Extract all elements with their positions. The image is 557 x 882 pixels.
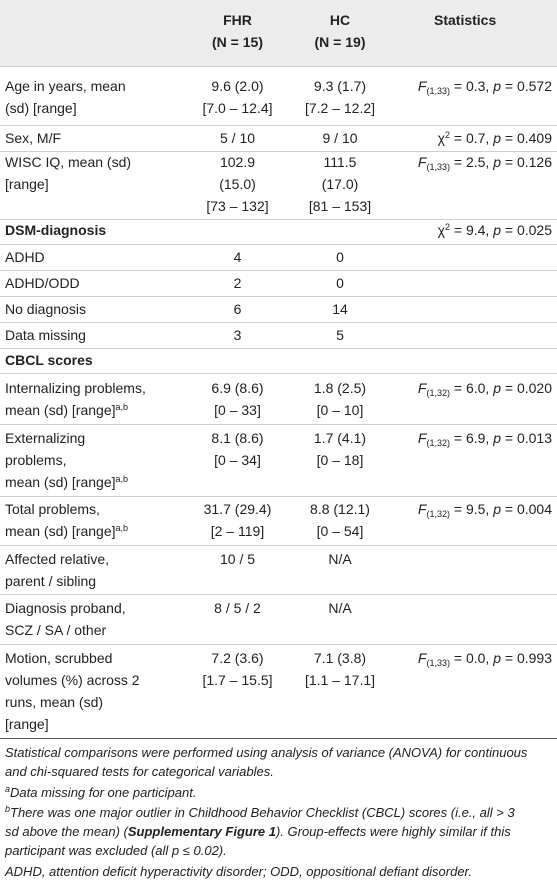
row-internalizing-label-2: mean (sd) [range]$^{a,b}$: [5, 402, 129, 418]
row-adhd-label: ADHD: [5, 249, 45, 265]
row-motion-label-3: runs, mean (sd): [5, 694, 104, 710]
row-age-label: Age in years, mean: [5, 78, 126, 94]
row-total-problems-label-2: mean (sd) [range]$^{a,b}$: [5, 523, 129, 539]
row-adhd-odd-fhr: 2: [233, 275, 242, 291]
row-wisc-hc-sd: (17.0): [321, 176, 359, 192]
row-motion-stat: $F_{(1,33)} = 0.0$, p = 0.993: [417, 650, 552, 668]
row-externalizing-fhr: 8.1 (8.6): [211, 430, 264, 446]
row-wisc-label: WISC IQ, mean (sd): [5, 154, 132, 170]
section-dsm-diagnosis: DSM-diagnosis: [5, 222, 107, 238]
row-externalizing-label-3: mean (sd) [range]$^{a,b}$: [5, 474, 129, 490]
row-wisc-stat: $F_{(1,33)} = 2.5$, p = 0.126: [417, 154, 552, 172]
row-motion-fhr-range: [1.7 – 15.5]: [202, 672, 273, 688]
row-internalizing-hc: 1.8 (2.5): [313, 380, 367, 396]
row-adhd-hc: 0: [336, 249, 344, 265]
row-sex-stat: $\chi^2 = 0.7$, p = 0.409: [437, 130, 552, 146]
row-internalizing-stat: $F_{(1,32)} = 6.0$, p = 0.020: [417, 380, 552, 398]
supplementary-figure-link[interactable]: Supplementary Figure 1: [127, 824, 276, 839]
row-adhd-odd-hc: 0: [336, 275, 344, 291]
header-fhr-n: (N = 15): [212, 34, 263, 50]
section-cbcl-scores: CBCL scores: [5, 352, 93, 368]
row-wisc-hc: 111.5: [323, 154, 357, 170]
footnote-methods: Statistical comparisons were performed using analysis of variance (ANOVA) for continuous and chi-squared tests for categorical variables.: [5, 745, 528, 779]
row-adhd-odd-label: ADHD/ODD: [5, 275, 80, 291]
footnote-b: $^b$There was one major outlier in Childhood Behavior Checklist (CBCL) scores (i.e., all > 3 sd above the mean) (Supplementary Figure 1). Group-effects were highly similar if this participant was excluded (all p ≤ 0.02).: [5, 804, 515, 858]
row-wisc-hc-range: [81 – 153]: [308, 198, 372, 214]
row-sex-fhr: 5 / 10: [219, 130, 256, 146]
header-statistics: Statistics: [434, 12, 497, 28]
header-hc: HC: [329, 12, 351, 28]
row-total-problems-stat: $F_{(1,32)} = 9.5$, p = 0.004: [417, 501, 552, 519]
row-no-diagnosis-fhr: 6: [233, 301, 242, 317]
row-affected-relative-label-2: parent / sibling: [5, 573, 97, 589]
row-externalizing-label: Externalizing: [5, 430, 86, 446]
row-externalizing-stat: $F_{(1,32)} = 6.9$, p = 0.013: [417, 430, 552, 448]
row-total-problems-fhr: 31.7 (29.4): [203, 501, 272, 517]
row-motion-label-2: volumes (%) across 2: [5, 672, 140, 688]
row-no-diagnosis-hc: 14: [332, 301, 348, 317]
header-hc-n: (N = 19): [314, 34, 366, 50]
row-data-missing-label: Data missing: [5, 327, 86, 343]
row-externalizing-fhr-range: [0 – 34]: [214, 452, 261, 468]
row-motion-hc: 7.1 (3.8): [313, 650, 367, 666]
row-age-fhr-range: [7.0 – 12.4]: [202, 100, 273, 116]
row-externalizing-hc-range: [0 – 18]: [316, 452, 364, 468]
row-motion-label-4: [range]: [5, 716, 49, 732]
row-wisc-fhr: 102.9: [219, 154, 256, 170]
header-fhr: FHR: [223, 12, 252, 28]
row-wisc-label-2: [range]: [5, 176, 49, 192]
row-externalizing-label-2: problems,: [5, 452, 67, 468]
row-data-missing-fhr: 3: [233, 327, 242, 343]
row-age-hc-range: [7.2 – 12.2]: [304, 100, 376, 116]
row-diagnosis-proband-label-2: SCZ / SA / other: [5, 622, 107, 638]
row-affected-relative-label: Affected relative,: [5, 551, 110, 567]
row-total-problems-hc-range: [0 – 54]: [316, 523, 364, 539]
row-motion-label: Motion, scrubbed: [5, 650, 113, 666]
row-motion-hc-range: [1.1 – 17.1]: [304, 672, 376, 688]
row-age-hc: 9.3 (1.7): [313, 78, 367, 94]
row-sex-label: Sex, M/F: [5, 130, 62, 146]
row-adhd-fhr: 4: [233, 249, 242, 265]
row-diagnosis-proband-hc: N/A: [328, 600, 352, 616]
row-externalizing-hc: 1.7 (4.1): [313, 430, 367, 446]
row-diagnosis-proband-fhr: 8 / 5 / 2: [214, 600, 261, 616]
row-wisc-fhr-sd: (15.0): [219, 176, 256, 192]
row-age-label-2: (sd) [range]: [5, 100, 77, 116]
footnote-abbreviations: ADHD, attention deficit hyperactivity disorder; ODD, oppositional defiant disorder.: [5, 864, 473, 879]
row-motion-fhr: 7.2 (3.6): [211, 650, 264, 666]
row-no-diagnosis-label: No diagnosis: [5, 301, 86, 317]
row-dsm-stat: $\chi^2 = 9.4$, p = 0.025: [437, 222, 552, 238]
row-age-fhr: 9.6 (2.0): [211, 78, 264, 94]
row-total-problems-hc: 8.8 (12.1): [310, 501, 370, 517]
row-wisc-fhr-range: [73 – 132]: [206, 198, 269, 214]
row-internalizing-label: Internalizing problems,: [5, 380, 146, 396]
row-affected-relative-hc: N/A: [328, 551, 352, 567]
footnote-a: $^a$Data missing for one participant.: [5, 784, 197, 800]
row-age-stat: $F_{(1,33)} = 0.3$, p = 0.572: [417, 78, 552, 96]
row-sex-hc: 9 / 10: [322, 130, 358, 146]
row-internalizing-hc-range: [0 – 10]: [316, 402, 364, 418]
row-data-missing-hc: 5: [336, 327, 344, 343]
row-internalizing-fhr: 6.9 (8.6): [211, 380, 264, 396]
row-diagnosis-proband-label: Diagnosis proband,: [5, 600, 126, 616]
row-total-problems-fhr-range: [2 – 119]: [210, 523, 265, 539]
row-affected-relative-fhr: 10 / 5: [219, 551, 256, 567]
row-internalizing-fhr-range: [0 – 33]: [214, 402, 261, 418]
row-total-problems-label: Total problems,: [5, 501, 100, 517]
